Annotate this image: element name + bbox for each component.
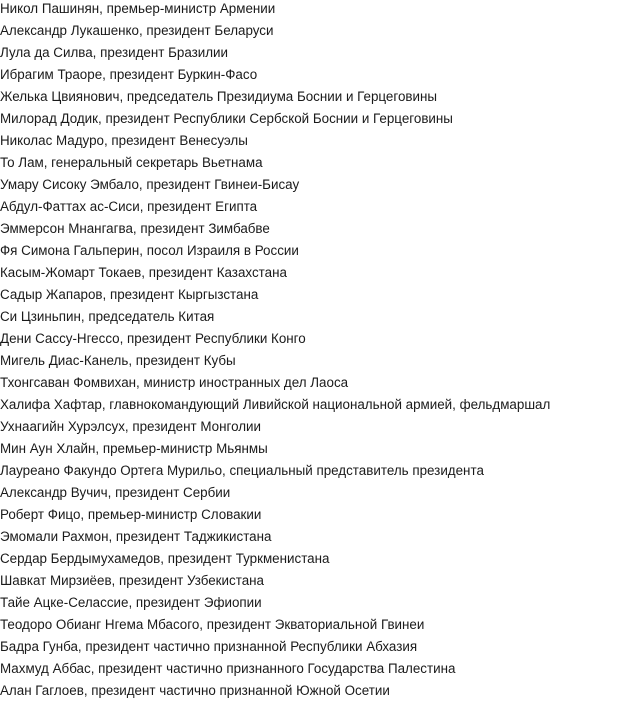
list-item: Эмомали Рахмон, президент Таджикистана	[0, 529, 272, 544]
list-item: Ухнаагийн Хурэлсух, президент Монголии	[0, 419, 261, 434]
list-item: То Лам, генеральный секретарь Вьетнама	[0, 155, 263, 170]
list-item: Теодоро Обианг Нгема Мбасого, президент Экваториальной Гвинеи	[0, 617, 425, 632]
list-item: Абдул-Фаттах ас-Сиси, президент Египта	[0, 199, 258, 214]
list-item: Никол Пашинян, премьер-министр Армении	[0, 1, 276, 16]
list-item: Бадра Гунба, президент частично признанной Республики Абхазия	[0, 639, 418, 654]
list-item: Умару Сисоку Эмбало, президент Гвинеи-Бисау	[0, 177, 300, 192]
list-item: Александр Вучич, президент Сербии	[0, 485, 231, 500]
list-item: Махмуд Аббас, президент частично признанного Государства Палестина	[0, 661, 456, 676]
list-item: Александр Лукашенко, президент Беларуси	[0, 23, 274, 38]
list-item: Си Цзиньпин, председатель Китая	[0, 309, 215, 324]
list-item: Сердар Бердымухамедов, президент Туркменистана	[0, 551, 330, 566]
list-item: Садыр Жапаров, президент Кыргызстана	[0, 287, 259, 302]
list-item: Алан Гаглоев, президент частично признанной Южной Осетии	[0, 683, 390, 698]
list-item: Милорад Додик, президент Республики Сербской Боснии и Герцеговины	[0, 111, 453, 126]
list-item: Николас Мадуро, президент Венесуэлы	[0, 133, 248, 148]
list-item: Желька Цвиянович, председатель Президиума Боснии и Герцеговины	[0, 89, 438, 104]
list-item: Лауреано Факундо Ортега Мурильо, специальный представитель президента	[0, 463, 484, 478]
list-item: Касым-Жомарт Токаев, президент Казахстана	[0, 265, 287, 280]
list-item: Тхонгсаван Фомвихан, министр иностранных дел Лаоса	[0, 375, 349, 390]
list-item: Тайе Ацке-Селассие, президент Эфиопии	[0, 595, 262, 610]
list-item: Мин Аун Хлайн, премьер-министр Мьянмы	[0, 441, 268, 456]
list-item: Фя Симона Гальперин, посол Израиля в России	[0, 243, 299, 258]
list-item: Роберт Фицо, премьер-министр Словакии	[0, 507, 262, 522]
list-item: Ибрагим Траоре, президент Буркин-Фасо	[0, 67, 258, 82]
list-item: Эммерсон Мнангагва, президент Зимбабве	[0, 221, 270, 236]
list-item: Халифа Хафтар, главнокомандующий Ливийской национальной армией, фельдмаршал	[0, 397, 551, 412]
list-item: Мигель Диас-Канель, президент Кубы	[0, 353, 236, 368]
list-item: Дени Сассу-Нгессо, президент Республики Конго	[0, 331, 306, 346]
list-item: Шавкат Мирзиёев, президент Узбекистана	[0, 573, 264, 588]
list-item: Лула да Силва, президент Бразилии	[0, 45, 229, 60]
